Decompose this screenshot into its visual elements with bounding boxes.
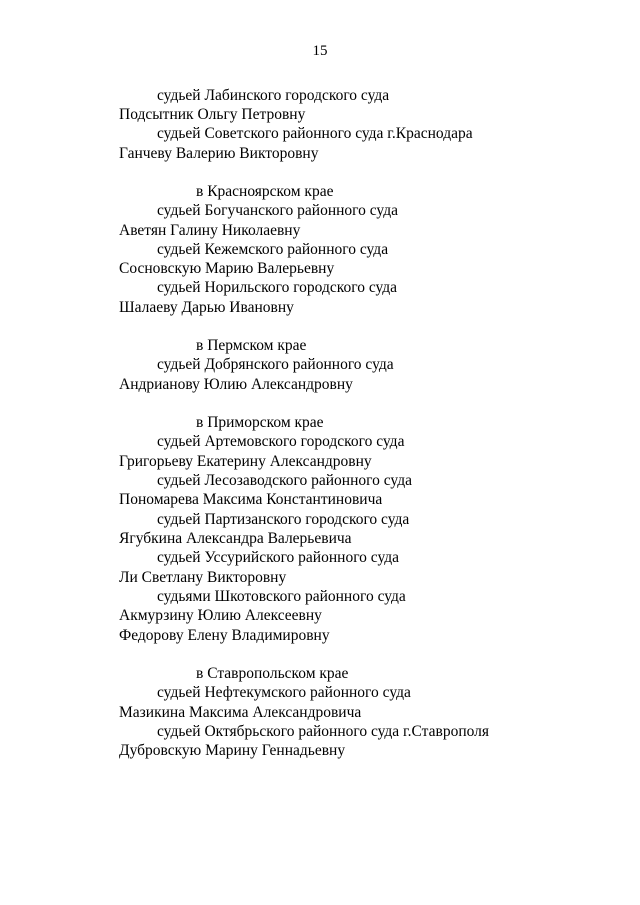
court-line: судьей Октябрьского районного суда г.Ставрополя xyxy=(157,723,490,740)
person-name: Подсытник Ольгу Петровну xyxy=(119,106,306,123)
court-line: судьей Уссурийского районного суда xyxy=(157,549,400,566)
person-name: Федорову Елену Владимировну xyxy=(119,627,330,644)
court-line: судьей Кежемского районного суда xyxy=(157,241,389,258)
court-line: судьей Норильского городского суда xyxy=(157,279,398,296)
region-heading: в Красноярском крае xyxy=(196,183,334,200)
region-heading: в Ставропольском крае xyxy=(196,665,349,682)
page-number: 15 xyxy=(312,43,328,59)
court-line: судьей Советского районного суда г.Краснодара xyxy=(157,125,473,142)
court-line: судьей Нефтекумского районного суда xyxy=(157,684,411,701)
court-line: судьей Артемовского городского суда xyxy=(157,433,405,450)
court-line: судьей Лабинского городского суда xyxy=(157,87,390,104)
person-name: Ягубкина Александра Валерьевича xyxy=(119,530,352,547)
person-name: Ли Светлану Викторовну xyxy=(119,569,287,586)
court-line: судьями Шкотовского районного суда xyxy=(157,588,406,605)
person-name: Аветян Галину Николаевну xyxy=(119,222,301,239)
person-name: Григорьеву Екатерину Александровну xyxy=(119,453,372,470)
court-line: судьей Богучанского районного суда xyxy=(157,202,398,219)
person-name: Мазикина Максима Александровича xyxy=(119,704,362,721)
person-name: Акмурзину Юлию Алексеевну xyxy=(119,607,322,624)
court-line: судьей Добрянского районного суда xyxy=(157,356,394,373)
person-name: Шалаеву Дарью Ивановну xyxy=(119,299,294,316)
region-heading: в Пермском крае xyxy=(196,337,307,354)
region-heading: в Приморском крае xyxy=(196,414,324,431)
court-line: судьей Лесозаводского районного суда xyxy=(157,472,412,489)
person-name: Пономарева Максима Константиновича xyxy=(119,491,383,508)
person-name: Ганчеву Валерию Викторовну xyxy=(119,145,319,162)
person-name: Дубровскую Марину Геннадьевну xyxy=(119,742,346,759)
court-line: судьей Партизанского городского суда xyxy=(157,511,410,528)
person-name: Андрианову Юлию Александровну xyxy=(119,376,353,393)
person-name: Сосновскую Марию Валерьевну xyxy=(119,260,335,277)
